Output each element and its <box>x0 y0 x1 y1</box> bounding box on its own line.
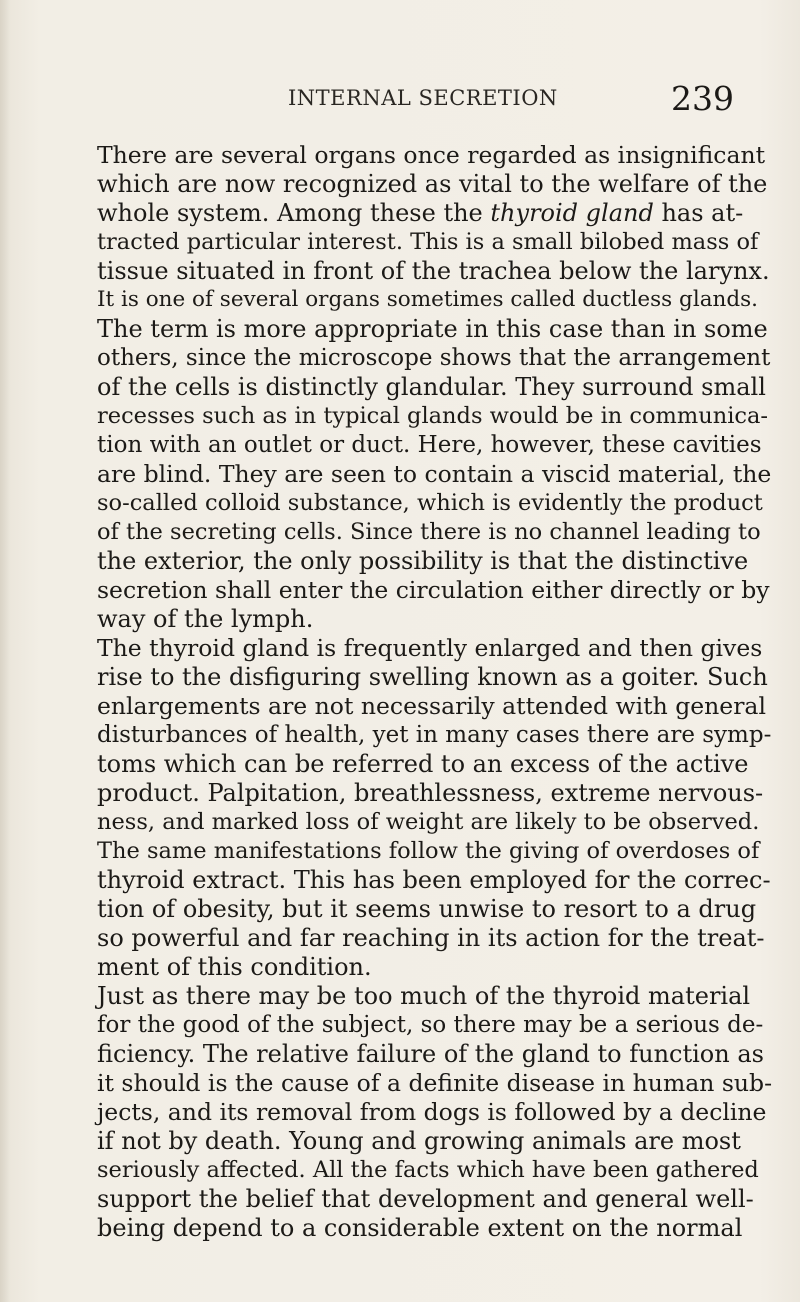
text-line: tissue situated in front of the trachea below the larynx. <box>97 257 770 285</box>
text-line: ment of this condition. <box>97 953 372 981</box>
text-line: product. Palpitation, breathlessness, extreme nervous- <box>97 779 764 807</box>
text-line: secretion shall enter the circulation either directly or by <box>97 576 770 604</box>
page-gutter-shadow <box>0 0 10 1302</box>
text-line: it should is the cause of a definite disease in human sub- <box>97 1069 773 1097</box>
text-line: The thyroid gland is frequently enlarged and then gives <box>97 634 763 662</box>
page-header <box>0 79 800 118</box>
text-line: disturbances of health, yet in many cases there are symp- <box>97 722 772 748</box>
text-line: others, since the microscope shows that the arrangement <box>97 345 771 371</box>
text-span: whole system. Among these the <box>97 199 483 227</box>
text-line: for the good of the subject, so there may be a serious de- <box>97 1012 764 1038</box>
text-line: thyroid extract. This has been employed for the correc- <box>97 866 771 894</box>
text-line: jects, and its removal from dogs is followed by a decline <box>97 1098 767 1126</box>
text-line: if not by death. Young and growing animals are most <box>97 1127 741 1155</box>
text-line: tion with an outlet or duct. Here, however, these cavities <box>97 432 762 458</box>
text-line: Just as there may be too much of the thyroid material <box>97 982 751 1010</box>
text-line: It is one of several organs sometimes called ductless glands. <box>97 287 758 312</box>
text-line: way of the lymph. <box>97 605 314 633</box>
text-line: ness, and marked loss of weight are likely to be observed. <box>97 809 760 835</box>
text-line: tracted particular interest. This is a small bilobed mass of <box>97 229 759 255</box>
text-line: toms which can be referred to an excess of the active <box>97 750 749 778</box>
text-span: has at- <box>661 199 744 227</box>
text-line: There are several organs once regarded as insignificant <box>97 141 766 169</box>
text-line: tion of obesity, but it seems unwise to resort to a drug <box>97 895 757 923</box>
italic-term: thyroid gland <box>490 199 654 227</box>
text-line: so-called colloid substance, which is evidently the product <box>97 490 763 516</box>
text-line: of the secreting cells. Since there is no channel leading to <box>97 519 761 545</box>
text-line: ficiency. The relative failure of the gland to function as <box>97 1040 764 1068</box>
text-line: recesses such as in typical glands would be in communica- <box>97 403 769 429</box>
text-line: enlargements are not necessarily attended with general <box>97 692 766 720</box>
text-line: The same manifestations follow the giving of overdoses of <box>97 838 760 864</box>
text-line: seriously affected. All the facts which have been gathered <box>97 1157 759 1183</box>
text-line: support the belief that development and general well- <box>97 1185 754 1213</box>
text-line: of the cells is distinctly glandular. They surround small <box>97 373 766 401</box>
text-line: so powerful and far reaching in its action for the treat- <box>97 924 765 952</box>
text-line: rise to the disfiguring swelling known as a goiter. Such <box>97 663 768 691</box>
text-line <box>97 198 743 228</box>
text-line: are blind. They are seen to contain a viscid material, the <box>97 460 772 488</box>
text-line: which are now recognized as vital to the welfare of the <box>97 170 768 198</box>
text-line: the exterior, the only possibility is that the distinctive <box>97 547 749 575</box>
page-number: 239 <box>671 79 734 118</box>
running-head: INTERNAL SECRETION <box>288 86 558 110</box>
text-line: being depend to a considerable extent on the normal <box>97 1214 743 1242</box>
text-line: The term is more appropriate in this case than in some <box>97 315 768 343</box>
